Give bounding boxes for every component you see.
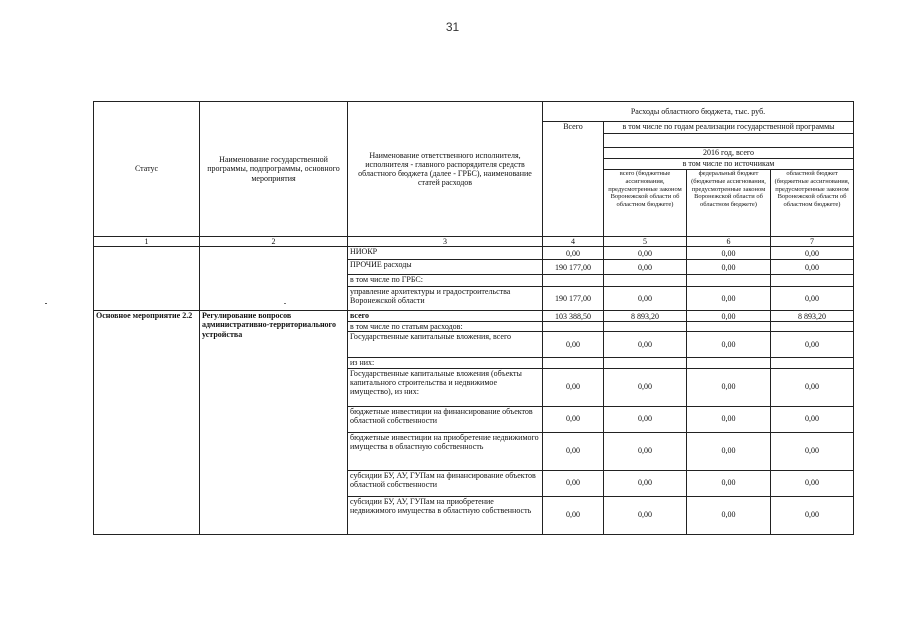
row-col6: 0,00 bbox=[687, 432, 771, 470]
header-by-sources: в том числе по источникам bbox=[604, 159, 854, 170]
row-col7: 8 893,20 bbox=[771, 311, 854, 322]
header-src-federal: федеральный бюджет (бюджетные ассигнования, предусмотренные законом Воронежской области об областном бюджете) bbox=[687, 170, 771, 237]
row-col7: 0,00 bbox=[771, 432, 854, 470]
row-col7: 0,00 bbox=[771, 247, 854, 260]
col-number: 6 bbox=[687, 237, 771, 247]
row-name: в том числе по статьям расходов: bbox=[348, 322, 543, 332]
col-number: 4 bbox=[543, 237, 604, 247]
row-col5: 0,00 bbox=[604, 368, 687, 406]
row-col5 bbox=[604, 275, 687, 287]
row-col7: 0,00 bbox=[771, 368, 854, 406]
row-col7 bbox=[771, 358, 854, 368]
row-total: 0,00 bbox=[543, 470, 604, 496]
row-name: Государственные капитальные вложения, всего bbox=[348, 332, 543, 358]
header-executor: Наименование ответственного исполнителя, исполнителя - главного распорядителя средств областного бюджета (далее - ГРБС), наименование статей расходов bbox=[348, 102, 543, 237]
row-col5: 8 893,20 bbox=[604, 311, 687, 322]
row-name: НИОКР bbox=[348, 247, 543, 260]
row-col6: 0,00 bbox=[687, 470, 771, 496]
row-name: бюджетные инвестиции на приобретение недвижимого имущества в областную собственность bbox=[348, 432, 543, 470]
row-col5: 0,00 bbox=[604, 260, 687, 275]
status-cell-empty bbox=[94, 247, 200, 311]
header-total: Всего bbox=[543, 122, 604, 237]
row-col6 bbox=[687, 358, 771, 368]
row-total bbox=[543, 275, 604, 287]
header-blank bbox=[604, 134, 854, 148]
row-name: всего bbox=[348, 311, 543, 322]
header-src-regional: областной бюджет (бюджетные ассигнования, предусмотренные законом Воронежской области об областном бюджете) bbox=[771, 170, 854, 237]
row-total: 0,00 bbox=[543, 406, 604, 432]
row-col6: 0,00 bbox=[687, 368, 771, 406]
row-total: 190 177,00 bbox=[543, 260, 604, 275]
page-number: 31 bbox=[445, 20, 460, 34]
col-number: 5 bbox=[604, 237, 687, 247]
row-col7: 0,00 bbox=[771, 496, 854, 534]
row-name: бюджетные инвестиции на финансирование объектов областной собственности bbox=[348, 406, 543, 432]
header-program: Наименование государственной программы, подпрограммы, основного мероприятия bbox=[200, 102, 348, 237]
row-total: 190 177,00 bbox=[543, 287, 604, 311]
row-col7: 0,00 bbox=[771, 260, 854, 275]
row-col7: 0,00 bbox=[771, 406, 854, 432]
col-number: 1 bbox=[94, 237, 200, 247]
row-col7: 0,00 bbox=[771, 470, 854, 496]
program-cell-empty bbox=[200, 247, 348, 311]
row-col5: 0,00 bbox=[604, 332, 687, 358]
header-expenses: Расходы областного бюджета, тыс. руб. bbox=[543, 102, 854, 122]
row-col6: 0,00 bbox=[687, 332, 771, 358]
row-total bbox=[543, 358, 604, 368]
row-col5: 0,00 bbox=[604, 496, 687, 534]
row-name: из них: bbox=[348, 358, 543, 368]
row-col6: 0,00 bbox=[687, 260, 771, 275]
row-total: 0,00 bbox=[543, 332, 604, 358]
program-main-activity: Регулирование вопросов административно-территориального устройства bbox=[200, 311, 348, 534]
scan-mark bbox=[45, 303, 47, 304]
col-number: 3 bbox=[348, 237, 543, 247]
header-by-years: в том числе по годам реализации государственной программы bbox=[604, 122, 854, 134]
row-col5: 0,00 bbox=[604, 432, 687, 470]
row-col6: 0,00 bbox=[687, 311, 771, 322]
row-total bbox=[543, 322, 604, 332]
row-total: 0,00 bbox=[543, 368, 604, 406]
row-col7: 0,00 bbox=[771, 287, 854, 311]
header-year-total: 2016 год, всего bbox=[604, 148, 854, 159]
col-number: 7 bbox=[771, 237, 854, 247]
row-col7: 0,00 bbox=[771, 332, 854, 358]
row-col5 bbox=[604, 322, 687, 332]
row-col5: 0,00 bbox=[604, 287, 687, 311]
row-name: Государственные капитальные вложения (объекты капитального строительства и недвижимое имущество), из них: bbox=[348, 368, 543, 406]
row-col6: 0,00 bbox=[687, 406, 771, 432]
row-total: 0,00 bbox=[543, 432, 604, 470]
row-total: 103 388,50 bbox=[543, 311, 604, 322]
row-total: 0,00 bbox=[543, 247, 604, 260]
budget-table bbox=[93, 101, 854, 535]
row-col5: 0,00 bbox=[604, 470, 687, 496]
row-name: субсидии БУ, АУ, ГУПам на приобретение недвижимого имущества в областную собственность bbox=[348, 496, 543, 534]
header-src-all: всего (бюджетные ассигнования, предусмотренные законом Воронежской области об областном бюджете) bbox=[604, 170, 687, 237]
row-total: 0,00 bbox=[543, 496, 604, 534]
row-col6 bbox=[687, 275, 771, 287]
row-name: управление архитектуры и градостроительства Воронежской области bbox=[348, 287, 543, 311]
col-number: 2 bbox=[200, 237, 348, 247]
row-col6: 0,00 bbox=[687, 287, 771, 311]
row-col7 bbox=[771, 275, 854, 287]
header-status: Статус bbox=[94, 102, 200, 237]
row-name: субсидии БУ, АУ, ГУПам на финансирование объектов областной собственности bbox=[348, 470, 543, 496]
row-name: ПРОЧИЕ расходы bbox=[348, 260, 543, 275]
row-col7 bbox=[771, 322, 854, 332]
row-col6: 0,00 bbox=[687, 496, 771, 534]
row-col5: 0,00 bbox=[604, 406, 687, 432]
row-col5 bbox=[604, 358, 687, 368]
row-col6: 0,00 bbox=[687, 247, 771, 260]
row-name: в том числе по ГРБС: bbox=[348, 275, 543, 287]
status-main-activity: Основное мероприятие 2.2 bbox=[94, 311, 200, 534]
row-col6 bbox=[687, 322, 771, 332]
row-col5: 0,00 bbox=[604, 247, 687, 260]
